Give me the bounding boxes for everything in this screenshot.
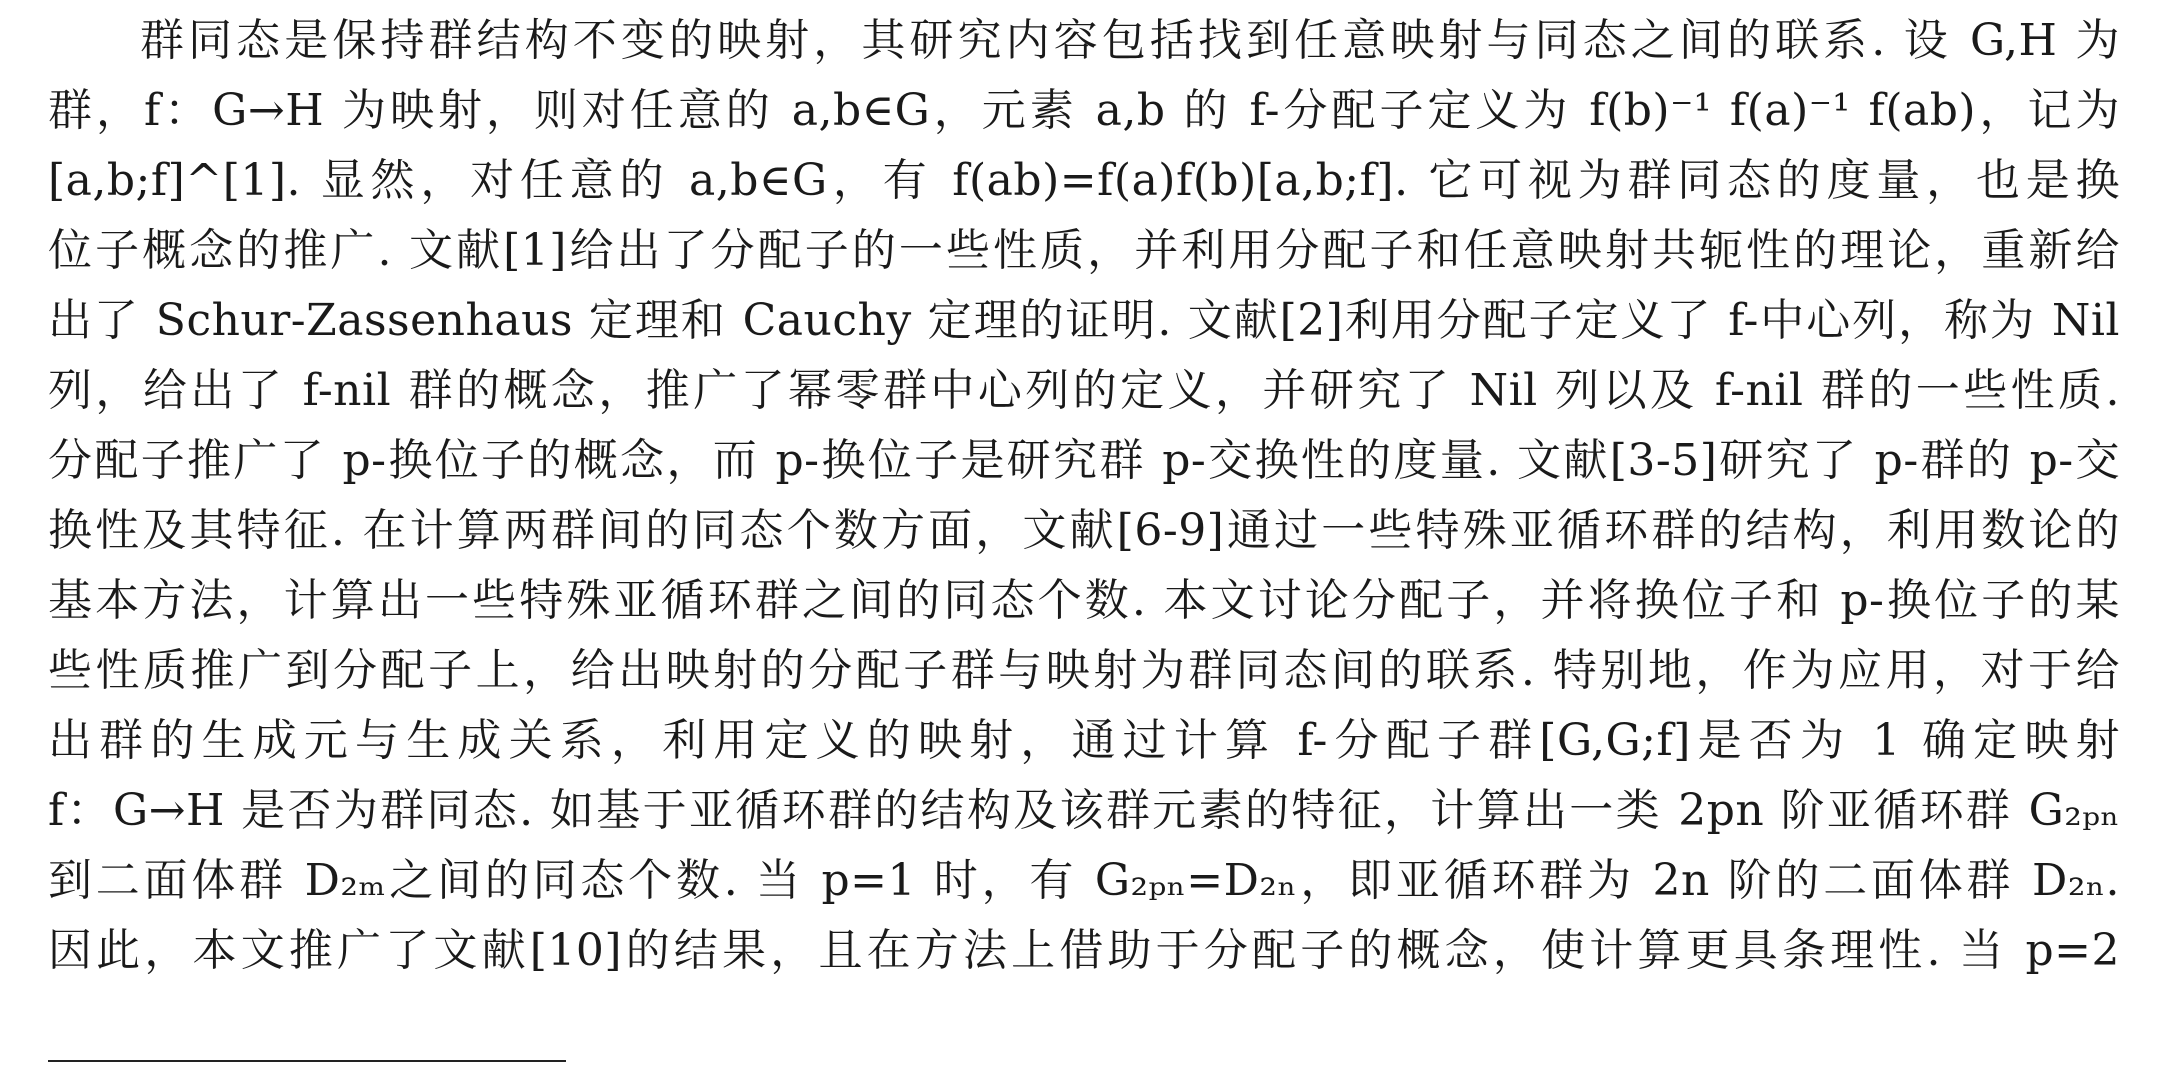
text-line-2: 群，f：G→H 为映射，则对任意的 a,b∈G，元素 a,b 的 f-分配子定义为 f(b)⁻¹ f(a)⁻¹ f(ab)，记为 xyxy=(48,85,2120,136)
text-line-9: 基本方法，计算出一些特殊亚循环群之间的同态个数. 本文讨论分配子，并将换位子和 p-换位子的某 xyxy=(48,575,2120,626)
text-line-1: 群同态是保持群结构不变的映射，其研究内容包括找到任意映射与同态之间的联系. 设 G,H 为 xyxy=(140,15,2120,66)
text-line-3: [a,b;f]^[1]. 显然，对任意的 a,b∈G，有 f(ab)=f(a)f(b)[a,b;f]. 它可视为群同态的度量，也是换 xyxy=(48,155,2120,206)
text-line-12: f：G→H 是否为群同态. 如基于亚循环群的结构及该群元素的特征，计算出一类 2pn 阶亚循环群 G₂ₚₙ xyxy=(48,785,2120,836)
text-line-4: 位子概念的推广. 文献[1]给出了分配子的一些性质，并利用分配子和任意映射共轭性的理论，重新给 xyxy=(48,225,2120,276)
text-line-14: 因此，本文推广了文献[10]的结果，且在方法上借助于分配子的概念，使计算更具条理性. 当 p=2 xyxy=(48,925,2120,976)
text-line-13: 到二面体群 D₂ₘ之间的同态个数. 当 p=1 时，有 G₂ₚₙ=D₂ₙ，即亚循环群为 2n 阶的二面体群 D₂ₙ. xyxy=(48,855,2120,906)
text-line-10: 些性质推广到分配子上，给出映射的分配子群与映射为群同态间的联系. 特别地，作为应用，对于给 xyxy=(48,645,2120,696)
text-line-7: 分配子推广了 p-换位子的概念，而 p-换位子是研究群 p-交换性的度量. 文献[3-5]研究了 p-群的 p-交 xyxy=(48,435,2120,486)
text-line-11: 出群的生成元与生成关系，利用定义的映射，通过计算 f-分配子群[G,G;f]是否为 1 确定映射 xyxy=(48,715,2120,766)
text-line-5: 出了 Schur-Zassenhaus 定理和 Cauchy 定理的证明. 文献[2]利用分配子定义了 f-中心列，称为 Nil xyxy=(48,295,2120,346)
footnote-divider xyxy=(48,1060,566,1062)
text-line-6: 列，给出了 f-nil 群的概念，推广了幂零群中心列的定义，并研究了 Nil 列以及 f-nil 群的一些性质. xyxy=(48,365,2120,416)
text-line-8: 换性及其特征. 在计算两群间的同态个数方面，文献[6-9]通过一些特殊亚循环群的结构，利用数论的 xyxy=(48,505,2120,556)
